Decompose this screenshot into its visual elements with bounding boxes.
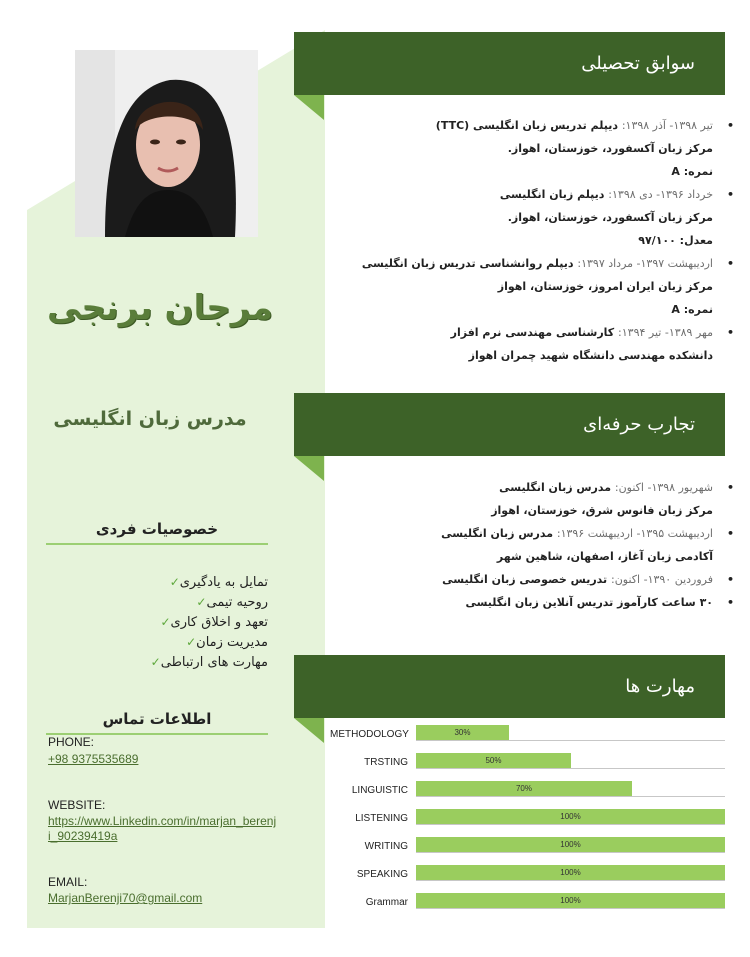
traits-heading: خصوصیات فردی xyxy=(95,520,219,538)
phone-link[interactable]: +98 9375535689 xyxy=(48,752,139,766)
education-item: • مهر ۱۳۸۹- تیر ۱۳۹۴: کارشناسی مهندسی نرم افزار دانشکده مهندسی دانشگاه شهید چمران اهواز xyxy=(450,326,734,362)
skills-banner: مهارت ها xyxy=(294,655,725,718)
skill-label: LINGUISTIC xyxy=(351,785,408,796)
skill-track xyxy=(416,740,725,741)
skill-bar xyxy=(416,725,509,740)
experience-item: • فروردین ۱۳۹۰- اکنون: تدریس خصوصی زبان انگلیسی xyxy=(442,573,734,586)
trait-item: تعهد و اخلاق کاری✓ xyxy=(110,612,270,632)
check-icon: ✓ xyxy=(196,595,207,609)
skill-percent: 100% xyxy=(560,840,581,849)
skill-track xyxy=(416,796,725,797)
trait-item: روحیه تیمی✓ xyxy=(110,592,270,612)
check-icon: ✓ xyxy=(150,655,161,669)
website-link[interactable]: https://www.Linkedin.com/in/marjan_berenji_90239419a xyxy=(48,814,277,843)
skill-percent: 70% xyxy=(515,784,532,793)
profile-job-title: مدرس زبان انگلیسی xyxy=(53,408,247,430)
skill-label: METHODOLOGY xyxy=(330,729,409,740)
contact-heading: اطلاعات تماس xyxy=(102,710,212,728)
trait-item: تمایل به یادگیری✓ xyxy=(110,572,270,592)
profile-name: مرجان برنجی xyxy=(47,288,273,328)
skill-label: Grammar xyxy=(365,897,408,908)
experience-banner: تجارب حرفه‌ای xyxy=(294,393,725,456)
profile-photo xyxy=(75,50,258,237)
education-item: • اردیبهشت ۱۳۹۷- مرداد ۱۳۹۷: دیپلم روانشناسی تدریس زبان انگلیسی مرکز زبان ایران امروز، خوزستان، اهواز نمره: A xyxy=(361,257,734,316)
website-label: WEBSITE: xyxy=(48,798,106,812)
phone-label: PHONE: xyxy=(48,735,95,749)
skill-percent: 100% xyxy=(560,812,581,821)
skill-label: TRSTING xyxy=(364,757,408,768)
skill-bar xyxy=(416,837,725,852)
skill-percent: 100% xyxy=(560,868,581,877)
skill-track xyxy=(416,824,725,825)
education-item: • تیر ۱۳۹۸- آذر ۱۳۹۸: دیپلم تدریس زبان انگلیسی (TTC) مرکز زبان آکسفورد، خوزستان، اهواز. نمره: A xyxy=(435,119,734,178)
skill-percent: 30% xyxy=(454,728,471,737)
skill-track xyxy=(416,880,725,881)
email-link[interactable]: MarjanBerenji70@gmail.com xyxy=(48,891,203,905)
education-item: • خرداد ۱۳۹۶- دی ۱۳۹۸: دیپلم زبان انگلیسی مرکز زبان آکسفورد، خوزستان، اهواز. معدل: ۹۷/۱۰۰ xyxy=(499,188,734,247)
banner-triangle xyxy=(294,456,324,481)
skill-label: WRITING xyxy=(364,841,408,852)
skill-bar xyxy=(416,809,725,824)
skill-label: SPEAKING xyxy=(356,869,408,880)
skill-track xyxy=(416,908,725,909)
skill-label: LISTENING xyxy=(355,813,408,824)
banner-triangle xyxy=(294,718,324,743)
skill-bar xyxy=(416,781,632,796)
trait-item: مدیریت زمان✓ xyxy=(110,632,270,652)
skill-percent: 50% xyxy=(485,756,502,765)
experience-item: • اردیبهشت ۱۳۹۵- اردیبهشت ۱۳۹۶: مدرس زبان انگلیسی آکادمی زبان آغاز، اصفهان، شاهین شهر xyxy=(441,527,734,563)
check-icon: ✓ xyxy=(186,635,197,649)
skill-track xyxy=(416,852,725,853)
traits-divider xyxy=(46,543,268,545)
skill-bar xyxy=(416,893,725,908)
traits-list xyxy=(110,572,270,672)
education-list xyxy=(330,114,734,367)
banner-triangle xyxy=(294,95,324,120)
skill-percent: 100% xyxy=(560,896,581,905)
check-icon: ✓ xyxy=(169,575,180,589)
experience-list xyxy=(330,476,734,614)
trait-item: مهارت های ارتباطی✓ xyxy=(110,652,270,672)
check-icon: ✓ xyxy=(160,615,171,629)
email-label: EMAIL: xyxy=(48,875,88,889)
experience-item: • شهریور ۱۳۹۸- اکنون: مدرس زبان انگلیسی مرکز زبان فانوس شرق، خوزستان، اهواز xyxy=(491,481,734,517)
skill-bar xyxy=(416,753,571,768)
skill-track xyxy=(416,768,725,769)
skill-bar xyxy=(416,865,725,880)
experience-item: • ۳۰ ساعت کارآموز تدریس آنلاین زبان انگلیسی xyxy=(465,596,734,609)
education-banner: سوابق تحصیلی xyxy=(294,32,725,95)
